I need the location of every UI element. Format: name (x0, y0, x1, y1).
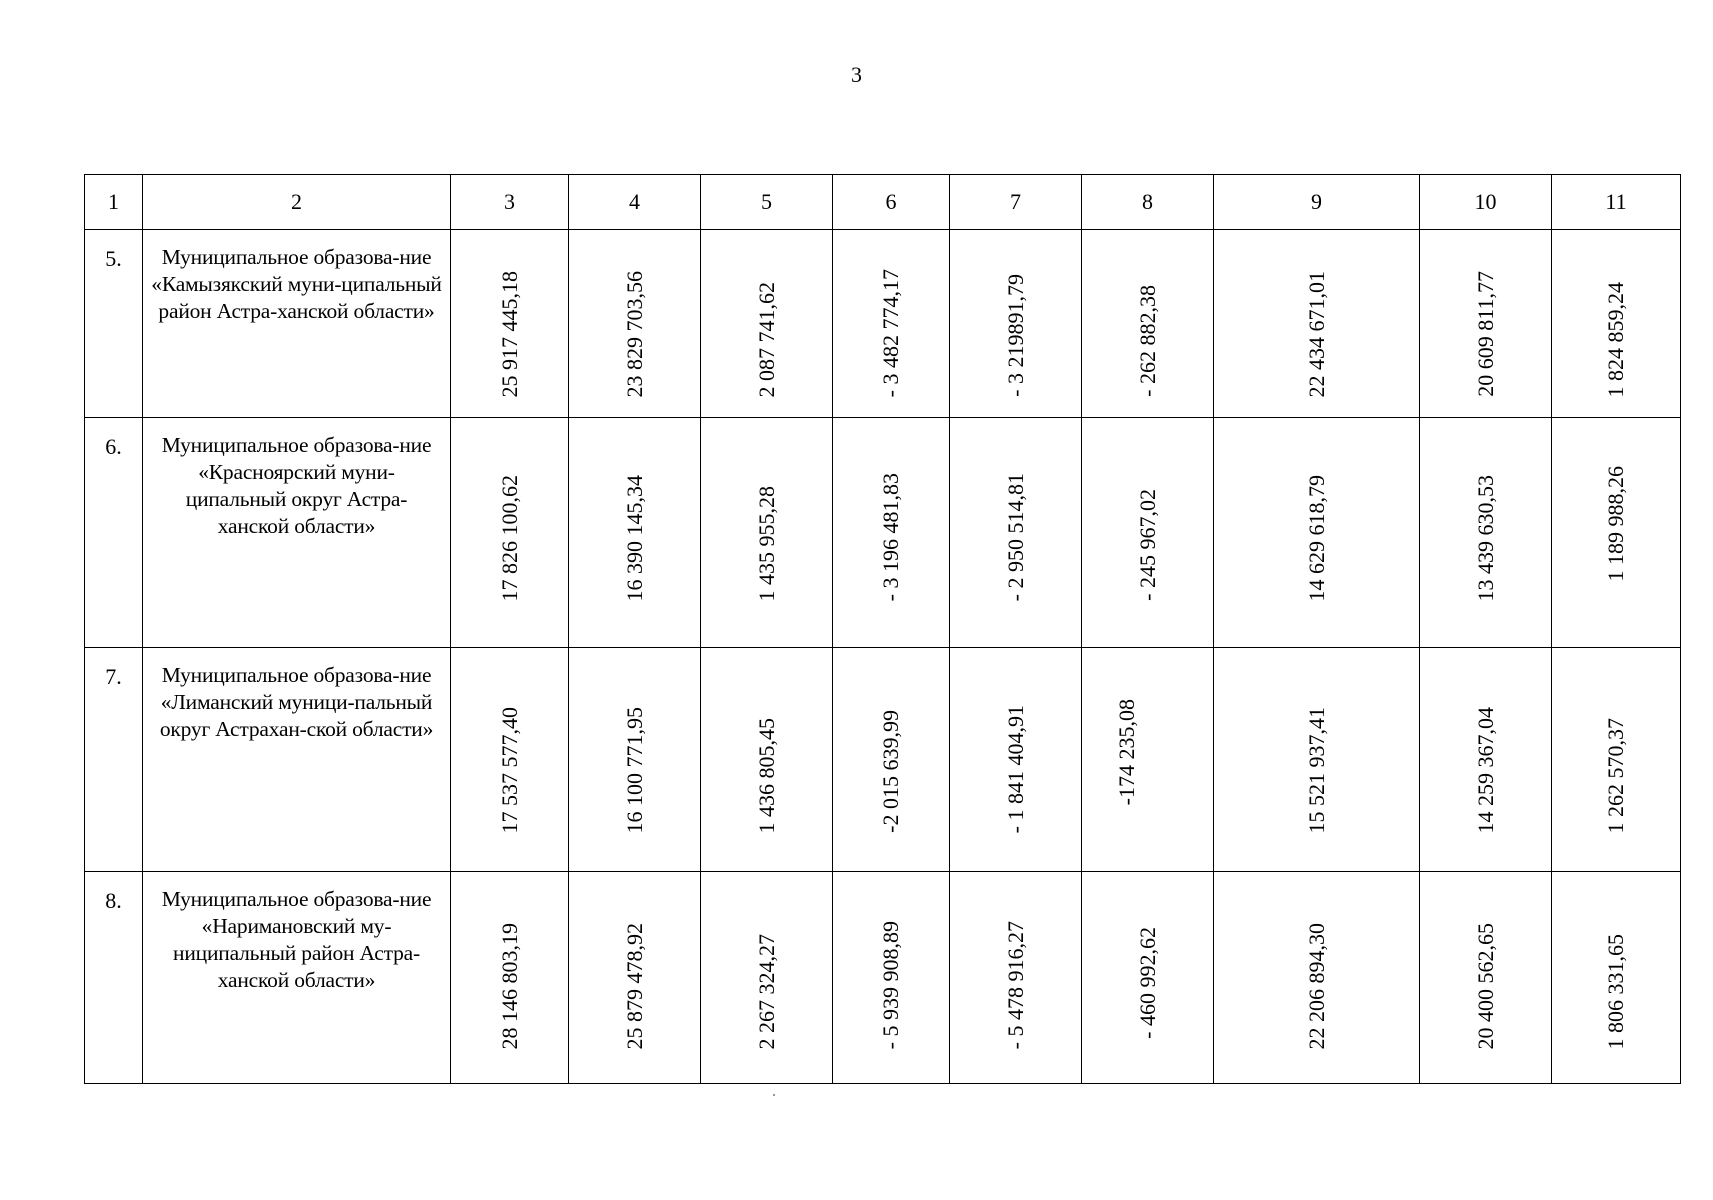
row-number: 8. (85, 872, 143, 1084)
table-row (85, 418, 1681, 648)
table-header-row (85, 175, 1681, 230)
table-row (85, 230, 1681, 418)
value-cell (1214, 230, 1420, 418)
value-cell (1552, 418, 1681, 648)
value-text: 16 390 145,34 (621, 474, 647, 601)
value-text: - 2 950 514,81 (1002, 472, 1028, 601)
municipality-name: Муниципальное образова-ние «Камызякский муни-ципальный район Астра-ханской области» (143, 230, 451, 418)
value-text: 1 189 988,26 (1603, 465, 1628, 581)
value-cell (833, 418, 950, 648)
value-cell (1082, 418, 1214, 648)
value-cell (1082, 648, 1214, 872)
municipality-name: Муниципальное образова-ние «Лиманский муници-пальный округ Астрахан-ской области» (143, 648, 451, 872)
value-cell (1214, 418, 1420, 648)
value-text: - 245 967,02 (1134, 489, 1160, 601)
value-cell (950, 872, 1082, 1084)
value-text: 28 146 803,19 (496, 922, 522, 1049)
value-cell (1214, 648, 1420, 872)
value-cell (451, 230, 569, 418)
value-cell (1420, 230, 1552, 418)
value-text: 22 206 894,30 (1303, 922, 1329, 1049)
value-text: 17 826 100,62 (496, 474, 522, 601)
value-text: 1 824 859,24 (1603, 281, 1628, 397)
row-number: 7. (85, 648, 143, 872)
value-cell (701, 230, 833, 418)
value-text: 1 436 805,45 (753, 717, 779, 833)
value-cell (950, 230, 1082, 418)
value-text: - 1 841 404,91 (1002, 704, 1028, 833)
municipality-name: Муниципальное образова-ние «Наримановский му-ниципальный район Астра-ханской области» (143, 872, 451, 1084)
value-text: - 460 992,62 (1134, 927, 1160, 1039)
column-header: 2 (143, 175, 451, 230)
column-header: 11 (1552, 175, 1681, 230)
value-text: 2 087 741,62 (753, 281, 779, 397)
column-header: 6 (833, 175, 950, 230)
column-header: 3 (451, 175, 569, 230)
municipality-name: Муниципальное образова-ние «Красноярский муни-ципальный округ Астра-ханской области» (143, 418, 451, 648)
page-number: 3 (851, 62, 862, 87)
value-cell (1552, 648, 1681, 872)
value-text: 20 609 811,77 (1472, 271, 1498, 397)
column-header: 10 (1420, 175, 1552, 230)
column-header: 7 (950, 175, 1082, 230)
value-cell (1420, 418, 1552, 648)
value-text: - 5 939 908,89 (878, 920, 903, 1049)
value-text: 20 400 562,65 (1472, 922, 1498, 1049)
column-header: 5 (701, 175, 833, 230)
value-text: -174 235,08 (1113, 698, 1139, 805)
value-cell (569, 648, 701, 872)
value-text: 2 267 324,27 (753, 933, 779, 1049)
value-cell (833, 648, 950, 872)
value-text: 14 629 618,79 (1303, 474, 1329, 601)
value-cell (569, 872, 701, 1084)
value-cell (950, 648, 1082, 872)
value-cell (569, 418, 701, 648)
value-cell (701, 648, 833, 872)
value-cell (1420, 648, 1552, 872)
value-cell (833, 230, 950, 418)
value-text: 1 262 570,37 (1603, 717, 1628, 833)
value-cell (701, 418, 833, 648)
row-number: 6. (85, 418, 143, 648)
scan-speck (773, 1094, 775, 1096)
value-text: - 5 478 916,27 (1002, 920, 1028, 1049)
value-cell (569, 230, 701, 418)
value-text: 23 829 703,56 (621, 270, 647, 397)
column-header: 9 (1214, 175, 1420, 230)
value-cell (451, 872, 569, 1084)
value-text: - 262 882,38 (1134, 285, 1160, 397)
value-text: -2 015 639,99 (878, 710, 903, 833)
column-header: 4 (569, 175, 701, 230)
value-text: 1 435 955,28 (753, 485, 779, 601)
value-text: 16 100 771,95 (621, 706, 647, 833)
value-cell (1552, 230, 1681, 418)
value-text: - 3 219891,79 (1002, 274, 1028, 397)
value-text: 14 259 367,04 (1472, 706, 1498, 833)
value-cell (833, 872, 950, 1084)
value-cell (451, 418, 569, 648)
value-text: 25 917 445,18 (496, 270, 522, 397)
table-row (85, 648, 1681, 872)
table-row (85, 872, 1681, 1084)
row-number: 5. (85, 230, 143, 418)
value-cell (950, 418, 1082, 648)
value-cell (701, 872, 833, 1084)
value-text: 22 434 671,01 (1303, 270, 1329, 397)
value-cell (1420, 872, 1552, 1084)
value-cell (1552, 872, 1681, 1084)
value-cell (1082, 872, 1214, 1084)
data-table (84, 174, 1681, 1084)
value-text: 17 537 577,40 (496, 706, 522, 833)
column-header: 8 (1082, 175, 1214, 230)
value-text: - 3 482 774,17 (878, 268, 903, 397)
value-text: 25 879 478,92 (621, 922, 647, 1049)
column-header: 1 (85, 175, 143, 230)
value-text: 15 521 937,41 (1303, 706, 1329, 833)
value-cell (1214, 872, 1420, 1084)
value-text: 13 439 630,53 (1472, 474, 1498, 601)
value-cell (1082, 230, 1214, 418)
value-cell (451, 648, 569, 872)
value-text: 1 806 331,65 (1603, 933, 1628, 1049)
value-text: - 3 196 481,83 (878, 472, 903, 601)
